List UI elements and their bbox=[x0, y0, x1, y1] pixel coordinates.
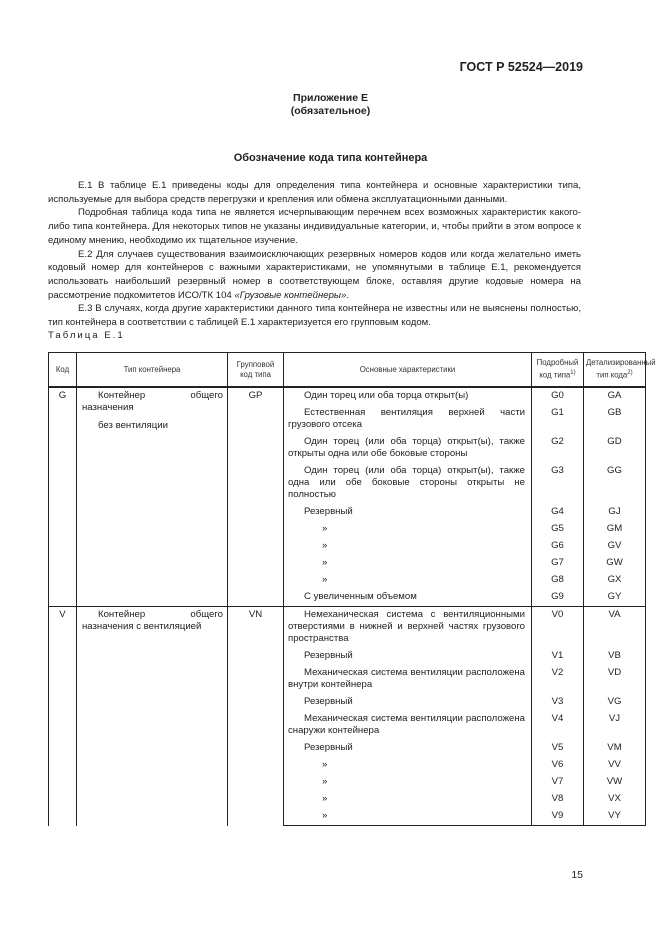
detailed-code-cell: V4 bbox=[532, 711, 584, 740]
page-number: 15 bbox=[571, 869, 583, 881]
section-title: Обозначение кода типа контейнера bbox=[233, 152, 428, 164]
appendix-heading bbox=[0, 92, 661, 118]
ditto-mark: » bbox=[322, 759, 328, 770]
characteristic-text: Один торец или оба торца открыт(ы) bbox=[304, 390, 469, 401]
characteristic-cell bbox=[284, 463, 532, 504]
detailed-type-cell: VM bbox=[584, 740, 646, 757]
paragraph-e2-italic: «Грузовые контейнеры» bbox=[234, 289, 347, 301]
ditto-mark: » bbox=[322, 557, 328, 568]
detailed-type-cell: VJ bbox=[584, 711, 646, 740]
header-detailed2 bbox=[584, 353, 656, 388]
detailed-code-cell: G7 bbox=[532, 555, 584, 572]
detailed-code-cell: V0 bbox=[532, 607, 584, 649]
ditto-mark: » bbox=[322, 540, 328, 551]
paragraph-e2-text: Е.2 Для случаев существования взаимоисключающих резервных номеров кодов или когда желательно иметь кодовый номер для контейнеров с важными характеристиками, не упомянутыми в таблице Е.1, рекомендуется использовать наибольший резервный номер в соответствующем блоке, оставляя другие кодовые номера на рассмотрение подкомитетов ИСО/ТК 104 bbox=[48, 248, 581, 301]
characteristic-cell bbox=[284, 405, 532, 434]
detailed-type-cell: VA bbox=[584, 607, 646, 649]
characteristic-cell bbox=[284, 504, 532, 521]
code-cell: V bbox=[49, 607, 77, 826]
detailed-code-cell: G6 bbox=[532, 538, 584, 555]
characteristic-text: Резервный bbox=[304, 696, 353, 707]
container-type-code-table bbox=[48, 352, 656, 826]
footnote-2: 2) bbox=[627, 370, 633, 377]
detailed-type-cell: GG bbox=[584, 463, 646, 504]
characteristic-text: Один торец (или оба торца) открыт(ы), также открыты одна или обе боковые стороны bbox=[288, 436, 525, 459]
header-detailed2-label: Детализированный тип кода bbox=[586, 358, 656, 380]
characteristic-cell bbox=[284, 607, 532, 649]
appendix-status: (обязательное) bbox=[290, 105, 371, 117]
type-line: Контейнер общего назначения с вентиляцией bbox=[82, 609, 223, 632]
type-cell bbox=[77, 607, 228, 826]
footnote-1: 1) bbox=[570, 370, 576, 377]
detailed-type-cell: GW bbox=[584, 555, 646, 572]
characteristic-cell bbox=[284, 521, 532, 538]
ditto-mark: » bbox=[322, 793, 328, 804]
header-detailed-label: Подробный код типа bbox=[536, 358, 579, 380]
characteristic-cell bbox=[284, 665, 532, 694]
detailed-type-cell: VX bbox=[584, 791, 646, 808]
detailed-code-cell: V8 bbox=[532, 791, 584, 808]
characteristic-cell bbox=[284, 808, 532, 826]
detailed-code-cell: G3 bbox=[532, 463, 584, 504]
type-line: без вентиляции bbox=[98, 420, 168, 431]
header-detailed bbox=[532, 353, 584, 388]
characteristic-cell bbox=[284, 711, 532, 740]
standard-number: ГОСТ Р 52524—2019 bbox=[459, 60, 583, 74]
characteristic-cell bbox=[284, 757, 532, 774]
paragraph-e2 bbox=[48, 248, 581, 303]
characteristic-cell bbox=[284, 538, 532, 555]
detailed-type-cell: VW bbox=[584, 774, 646, 791]
header-type: Тип контейнера bbox=[77, 353, 228, 388]
detailed-type-cell: GM bbox=[584, 521, 646, 538]
characteristic-cell bbox=[284, 774, 532, 791]
body-text bbox=[48, 179, 581, 330]
ditto-mark: » bbox=[322, 523, 328, 534]
characteristic-text: Естественная вентиляция верхней части грузового отсека bbox=[288, 407, 525, 430]
characteristic-cell bbox=[284, 387, 532, 405]
ditto-mark: » bbox=[322, 810, 328, 821]
detailed-code-cell: G5 bbox=[532, 521, 584, 538]
detailed-type-cell: GA bbox=[584, 387, 646, 405]
paragraph-e1-detail: Подробная таблица кода типа не является исчерпывающим перечнем всех возможных характеристик какого-либо типа контейнера. Для некоторых типов не указаны индивидуальные категории, и, чтобы прийти в этом вопросе к единому мнению, необходимо их тщательное изучение. bbox=[48, 207, 581, 246]
ditto-mark: » bbox=[322, 776, 328, 787]
characteristic-cell bbox=[284, 434, 532, 463]
characteristic-text: Механическая система вентиляции расположена внутри контейнера bbox=[288, 667, 525, 690]
characteristic-text: Немеханическая система с вентиляционными отверстиями в нижней и верхней частях грузового пространства bbox=[288, 609, 525, 644]
group-code-cell: VN bbox=[228, 607, 284, 826]
type-line: Контейнер общего назначения bbox=[82, 390, 223, 413]
characteristic-cell bbox=[284, 555, 532, 572]
detailed-type-cell: GJ bbox=[584, 504, 646, 521]
characteristic-cell bbox=[284, 740, 532, 757]
type-cell bbox=[77, 387, 228, 607]
detailed-code-cell: G9 bbox=[532, 589, 584, 607]
ditto-mark: » bbox=[322, 574, 328, 585]
characteristic-text: Резервный bbox=[304, 742, 353, 753]
characteristic-cell bbox=[284, 791, 532, 808]
detailed-code-cell: V1 bbox=[532, 648, 584, 665]
table-row bbox=[49, 387, 646, 405]
characteristic-text: С увеличенным объемом bbox=[304, 591, 417, 602]
detailed-type-cell: VD bbox=[584, 665, 646, 694]
detailed-code-cell: V2 bbox=[532, 665, 584, 694]
table-row bbox=[49, 607, 646, 649]
paragraph-e1: Е.1 В таблице Е.1 приведены коды для определения типа контейнера и основные характеристики типа, используемые для выбора средств перегрузки и крепления или обмена эксплуатационными данными. bbox=[48, 180, 581, 205]
detailed-code-cell: G0 bbox=[532, 387, 584, 405]
paragraph-e2-end: . bbox=[346, 289, 349, 301]
detailed-type-cell: VV bbox=[584, 757, 646, 774]
detailed-code-cell: V9 bbox=[532, 808, 584, 826]
detailed-code-cell: G1 bbox=[532, 405, 584, 434]
detailed-type-cell: VB bbox=[584, 648, 646, 665]
characteristic-text: Один торец (или оба торца) открыт(ы), также одна или обе боковые стороны открыты не полностью bbox=[288, 465, 525, 500]
detailed-type-cell: GV bbox=[584, 538, 646, 555]
characteristic-cell bbox=[284, 589, 532, 607]
detailed-type-cell: VG bbox=[584, 694, 646, 711]
characteristic-cell bbox=[284, 572, 532, 589]
detailed-code-cell: V5 bbox=[532, 740, 584, 757]
group-code-cell: GP bbox=[228, 387, 284, 607]
detailed-type-cell: GX bbox=[584, 572, 646, 589]
header-characteristics: Основные характеристики bbox=[284, 353, 532, 388]
table-header-row bbox=[49, 353, 646, 388]
characteristic-text: Резервный bbox=[304, 650, 353, 661]
detailed-code-cell: V3 bbox=[532, 694, 584, 711]
characteristic-cell bbox=[284, 694, 532, 711]
detailed-code-cell: V6 bbox=[532, 757, 584, 774]
characteristic-text: Механическая система вентиляции расположена снаружи контейнера bbox=[288, 713, 525, 736]
detailed-code-cell: V7 bbox=[532, 774, 584, 791]
characteristic-text: Резервный bbox=[304, 506, 353, 517]
header-code: Код bbox=[49, 353, 77, 388]
detailed-type-cell: GB bbox=[584, 405, 646, 434]
detailed-code-cell: G4 bbox=[532, 504, 584, 521]
paragraph-e3: Е.3 В случаях, когда другие характеристики данного типа контейнера не известны или не выяснены полностью, тип контейнера в соответствии с таблицей Е.1 характеризуется его групповым кодом. bbox=[48, 303, 581, 329]
header-group: Групповой код типа bbox=[228, 353, 284, 388]
code-cell: G bbox=[49, 387, 77, 607]
characteristic-cell bbox=[284, 648, 532, 665]
detailed-type-cell: GY bbox=[584, 589, 646, 607]
detailed-code-cell: G8 bbox=[532, 572, 584, 589]
table-caption: Таблица Е.1 bbox=[48, 330, 125, 341]
detailed-code-cell: G2 bbox=[532, 434, 584, 463]
appendix-title: Приложение Е bbox=[293, 92, 368, 104]
detailed-type-cell: GD bbox=[584, 434, 646, 463]
detailed-type-cell: VY bbox=[584, 808, 646, 826]
